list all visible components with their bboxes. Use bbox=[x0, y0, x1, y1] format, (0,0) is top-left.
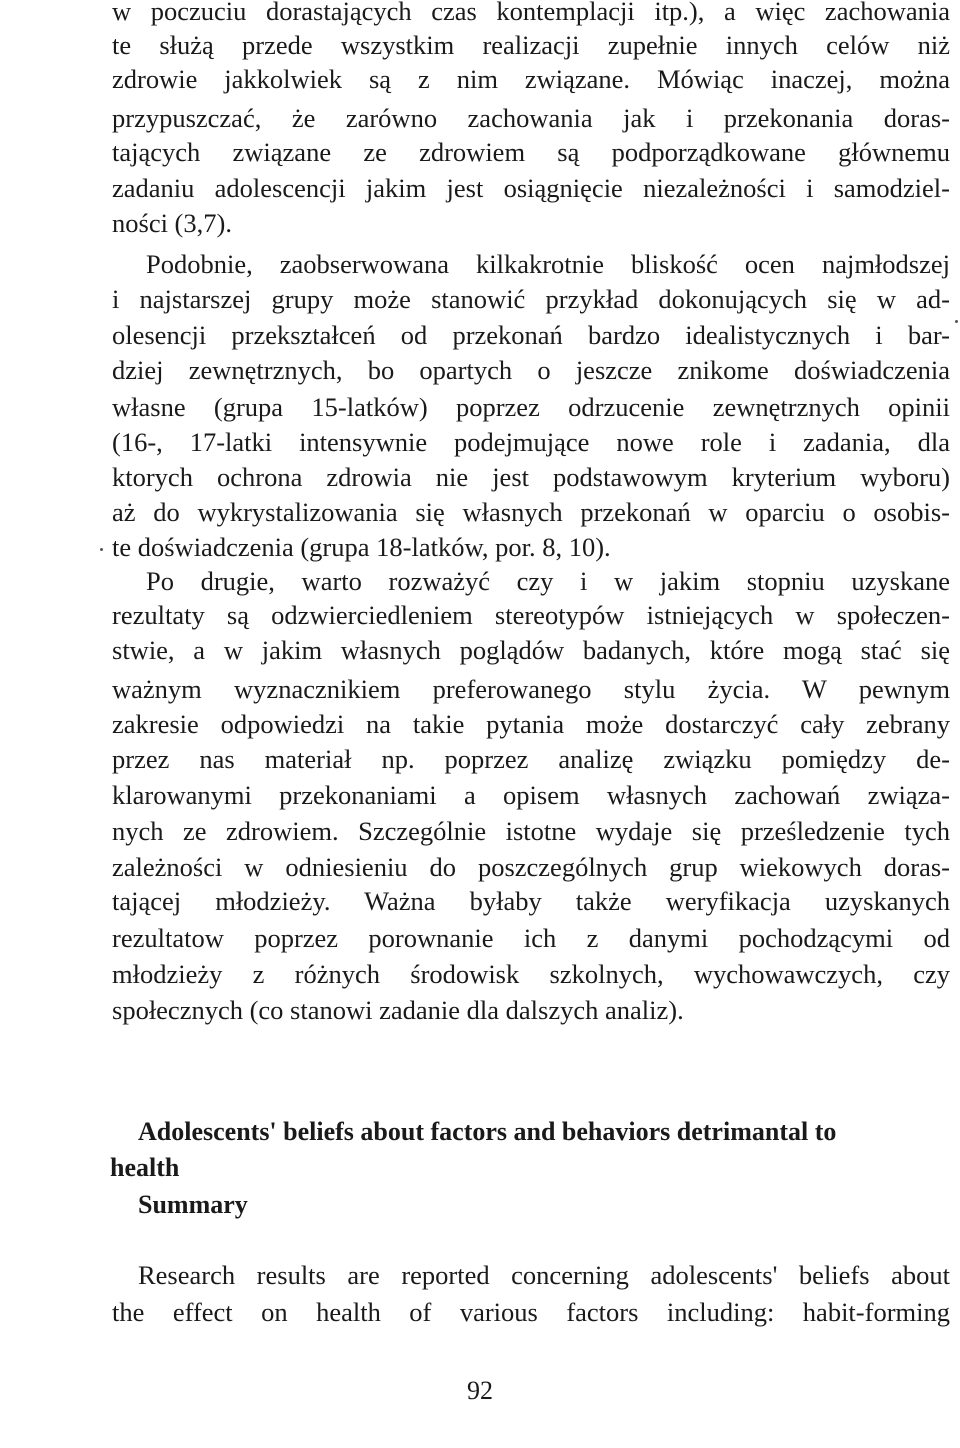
text-line: własne (grupa 15-latków) poprzez odrzucenie zewnętrznych opinii bbox=[112, 392, 950, 422]
text-line: ności (3,7). bbox=[112, 208, 232, 238]
text-line: i najstarszej grupy może stanowić przykład dokonujących się w ad- bbox=[112, 284, 950, 314]
text-line: te doświadczenia (grupa 18-latków, por. 8, 10). bbox=[112, 532, 611, 562]
text-line: rezultatow poprzez porownanie ich z danymi pochodzącymi od bbox=[112, 923, 950, 953]
text-line: tającej młodzieży. Ważna byłaby także weryfikacja uzyskanych bbox=[112, 886, 950, 916]
text-line: zadaniu adolescencji jakim jest osiągnięcie niezależności i samodziel- bbox=[112, 173, 950, 203]
scan-speck bbox=[955, 320, 958, 323]
text-line: ktorych ochrona zdrowia nie jest podstawowym kryterium wyboru) bbox=[112, 462, 950, 492]
text-line: w poczuciu dorastających czas kontemplacji itp.), a więc zachowania bbox=[112, 0, 950, 26]
text-line: nych ze zdrowiem. Szczególnie istotne wydaje się prześledzenie tych bbox=[112, 816, 950, 846]
summary-text-line: Research results are reported concerning adolescents' beliefs about bbox=[138, 1260, 950, 1290]
text-line: olesencji przekształceń od przekonań bardzo idealistycznych i bar- bbox=[112, 320, 950, 350]
text-line: stwie, a w jakim własnych poglądów badanych, które mogą stać się bbox=[112, 635, 950, 665]
text-line: społecznych (co stanowi zadanie dla dalszych analiz). bbox=[112, 995, 684, 1025]
text-line: przez nas materiał np. poprzez analizę związku pomiędzy de- bbox=[112, 744, 950, 774]
text-line: młodzieży z różnych środowisk szkolnych, wychowawczych, czy bbox=[112, 959, 950, 989]
text-line: przypuszczać, że zarówno zachowania jak i przekonania doras- bbox=[112, 103, 950, 133]
scan-speck bbox=[100, 548, 103, 551]
text-line: tających związane ze zdrowiem są podporządkowane głównemu bbox=[112, 137, 950, 167]
english-title: Adolescents' beliefs about factors and behaviors detrimantal to bbox=[138, 1117, 837, 1146]
text-line: zdrowie jakkolwiek są z nim związane. Mówiąc inaczej, można bbox=[112, 64, 950, 94]
text-line: te służą przede wszystkim realizacji zupełnie innych celów niż bbox=[112, 30, 950, 60]
paragraph-start: Po drugie, warto rozważyć czy i w jakim stopniu uzyskane bbox=[146, 566, 950, 596]
text-line: rezultaty są odzwierciedleniem stereotypów istniejących w społeczen- bbox=[112, 600, 950, 630]
text-line: (16-, 17-latki intensywnie podejmujące nowe role i zadania, dla bbox=[112, 427, 950, 457]
summary-text-line: the effect on health of various factors including: habit-forming bbox=[112, 1297, 950, 1327]
paragraph-start: Podobnie, zaobserwowana kilkakrotnie bliskość ocen najmłodszej bbox=[146, 249, 950, 279]
text-line: dziej zewnętrznych, bo opartych o jeszcze znikome doświadczenia bbox=[112, 355, 950, 385]
text-line: zakresie odpowiedzi na takie pytania może dostarczyć cały zebrany bbox=[112, 709, 950, 739]
text-line: klarowanymi przekonaniami a opisem własnych zachowań związa- bbox=[112, 780, 950, 810]
page-number: 92 bbox=[467, 1376, 493, 1405]
summary-label: Summary bbox=[138, 1190, 248, 1219]
text-line: aż do wykrystalizowania się własnych przekonań w oparciu o osobis- bbox=[112, 497, 950, 527]
text-line: zależności w odniesieniu do poszczególnych grup wiekowych doras- bbox=[112, 852, 950, 882]
text-line: ważnym wyznacznikiem preferowanego stylu życia. W pewnym bbox=[112, 674, 950, 704]
english-title-continued: health bbox=[110, 1153, 180, 1182]
